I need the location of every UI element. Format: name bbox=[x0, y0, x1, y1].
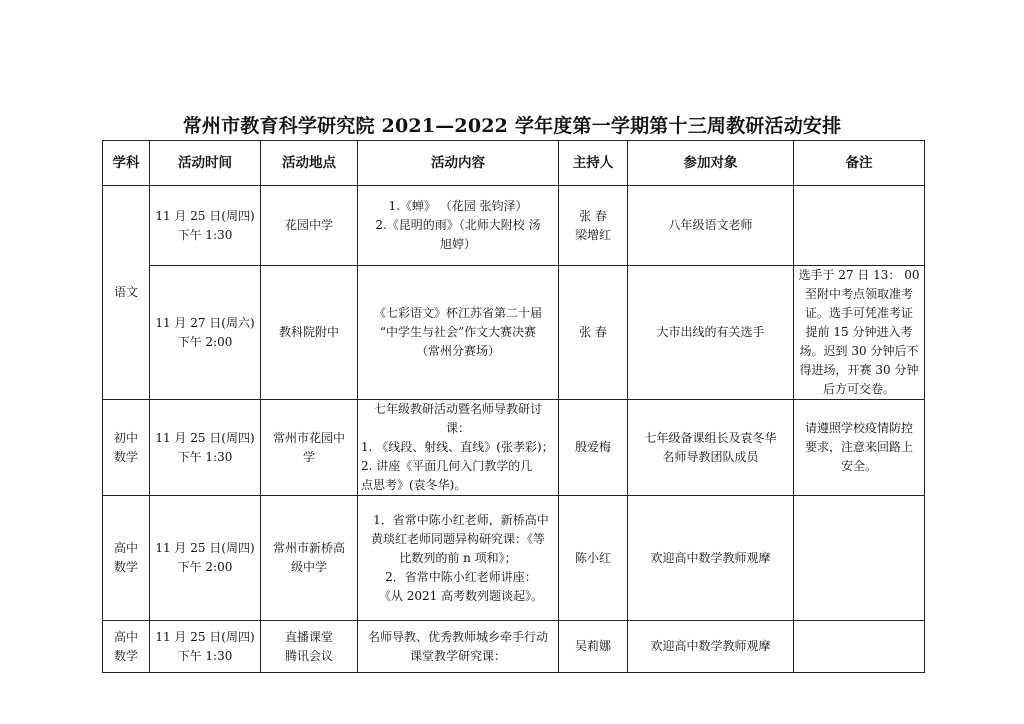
host-name: 张 春 bbox=[579, 325, 607, 339]
content-cell bbox=[358, 496, 559, 621]
time-cell bbox=[150, 496, 261, 621]
header-note: 备注 bbox=[794, 141, 925, 186]
host-name: 吴莉娜 bbox=[574, 639, 611, 653]
table-row bbox=[103, 400, 925, 496]
target-cell bbox=[628, 621, 794, 673]
table-row bbox=[103, 496, 925, 621]
schedule-table bbox=[102, 140, 925, 673]
note-line: 请遵照学校疫情防控 bbox=[804, 421, 913, 435]
subject-text: 高中 bbox=[113, 629, 138, 644]
content-line: 黄琰红老师同题异构研究课：《等 bbox=[370, 531, 545, 546]
place-text: 常州市新桥高 bbox=[272, 541, 345, 555]
place-cell bbox=[261, 266, 358, 400]
table-row bbox=[103, 621, 925, 673]
content-line: 课： bbox=[445, 421, 470, 435]
place-text: 级中学 bbox=[290, 560, 327, 574]
note-line: 要求，注意来回路上 bbox=[804, 440, 913, 454]
note-cell bbox=[794, 186, 925, 266]
target-cell bbox=[628, 496, 794, 621]
content-cell bbox=[358, 266, 559, 400]
note-line: 安全。 bbox=[840, 459, 877, 473]
target-text: 欢迎高中数学教师观摩 bbox=[650, 550, 771, 565]
subject-text: 高中 bbox=[113, 541, 138, 555]
note-line: 后方可交卷。 bbox=[822, 382, 895, 396]
header-place: 活动地点 bbox=[261, 141, 358, 186]
table-row bbox=[103, 266, 925, 400]
content-line: 2．省常中陈小红老师讲座： bbox=[385, 569, 537, 584]
subject-cell bbox=[103, 621, 150, 673]
note-cell bbox=[794, 496, 925, 621]
header-host: 主持人 bbox=[559, 141, 628, 186]
host-cell bbox=[559, 496, 628, 621]
content-line: 1. 《线段、射线、直线》(张孝彩)； bbox=[361, 440, 554, 454]
host-name: 张 春 bbox=[579, 208, 607, 223]
host-cell bbox=[559, 266, 628, 400]
content-line: 名师导教、优秀教师城乡牵手行动 bbox=[367, 629, 548, 644]
place-text: 教科院附中 bbox=[278, 325, 339, 339]
host-name: 殷爱梅 bbox=[574, 440, 611, 454]
table-row bbox=[103, 186, 925, 266]
note-cell bbox=[794, 266, 925, 400]
time-cell bbox=[150, 621, 261, 673]
content-line: 《从 2021 高考数列题谈起》。 bbox=[378, 588, 544, 603]
content-line: 点思考》(袁冬华)。 bbox=[361, 478, 467, 492]
subject-text: 初中 bbox=[113, 430, 138, 445]
time-hour: 下午 1:30 bbox=[177, 648, 233, 663]
content-line: 1．省常中陈小红老师，新桥高中 bbox=[373, 512, 549, 527]
note-line: 得进场，开赛 30 分钟 bbox=[799, 363, 919, 377]
target-text: 欢迎高中数学教师观摩 bbox=[650, 639, 771, 653]
place-text: 花园中学 bbox=[284, 218, 333, 232]
header-time: 活动时间 bbox=[150, 141, 261, 186]
header-row bbox=[103, 141, 925, 186]
content-cell bbox=[358, 186, 559, 266]
content-line: （常州分赛场） bbox=[415, 344, 500, 358]
time-date: 11 月 27 日(周六) bbox=[155, 315, 255, 330]
content-line: “中学生与社会”作文大赛决赛 bbox=[379, 325, 537, 339]
place-text: 直播课堂 bbox=[284, 629, 333, 644]
time-cell bbox=[150, 400, 261, 496]
content-line: 比数列的前 n 项和》； bbox=[399, 550, 517, 565]
target-cell bbox=[628, 266, 794, 400]
place-cell bbox=[261, 621, 358, 673]
time-date: 11 月 25 日(周四) bbox=[155, 208, 255, 223]
place-text: 学 bbox=[302, 449, 315, 464]
subject-text: 数学 bbox=[113, 648, 138, 663]
place-cell bbox=[261, 496, 358, 621]
target-text: 七年级备课组长及袁冬华 bbox=[644, 430, 777, 445]
time-hour: 下午 2:00 bbox=[177, 560, 233, 574]
note-line: 提前 15 分钟进入考 bbox=[805, 325, 913, 339]
subject-cell bbox=[103, 186, 150, 400]
time-hour: 下午 2:00 bbox=[177, 334, 233, 349]
host-cell bbox=[559, 186, 628, 266]
header-content: 活动内容 bbox=[358, 141, 559, 186]
place-cell bbox=[261, 400, 358, 496]
note-line: 场。迟到 30 分钟后不 bbox=[799, 344, 919, 358]
time-date: 11 月 25 日(周四) bbox=[155, 430, 255, 445]
content-line: 旭婷） bbox=[439, 237, 476, 251]
content-line: 七年级教研活动暨名师导教研讨 bbox=[373, 402, 542, 416]
content-line: 2.《昆明的雨》（北师大附校 汤 bbox=[375, 218, 541, 232]
time-date: 11 月 25 日(周四) bbox=[155, 541, 255, 555]
target-text: 大市出线的有关选手 bbox=[656, 325, 765, 339]
header-subject: 学科 bbox=[103, 141, 150, 186]
host-name: 梁增红 bbox=[574, 227, 611, 242]
place-cell bbox=[261, 186, 358, 266]
content-line: 《七彩语文》杯江苏省第二十届 bbox=[373, 306, 542, 320]
target-cell bbox=[628, 186, 794, 266]
time-cell bbox=[150, 266, 261, 400]
host-cell bbox=[559, 621, 628, 673]
target-text: 八年级语文老师 bbox=[668, 218, 753, 232]
document-title: 常州市教育科学研究院 2021—2022 学年度第一学期第十三周教研活动安排 bbox=[182, 115, 842, 137]
target-cell bbox=[628, 400, 794, 496]
note-cell bbox=[794, 621, 925, 673]
subject-text: 数学 bbox=[113, 449, 138, 464]
content-line: 课堂教学研究课： bbox=[409, 648, 506, 663]
note-line: 至附中考点领取准考 bbox=[804, 287, 913, 301]
time-date: 11 月 25 日(周四) bbox=[155, 629, 255, 644]
note-line: 证。选手可凭准考证 bbox=[804, 306, 913, 320]
note-line: 选手于 27 日 13： 00 bbox=[798, 268, 920, 282]
header-target: 参加对象 bbox=[628, 141, 794, 186]
subject-cell bbox=[103, 496, 150, 621]
subject-text: 数学 bbox=[113, 560, 138, 574]
time-hour: 下午 1:30 bbox=[177, 227, 233, 242]
content-line: 1.《蝉》 （花园 张钧泽） bbox=[388, 199, 528, 213]
time-hour: 下午 1:30 bbox=[177, 449, 233, 464]
target-text: 名师导教团队成员 bbox=[662, 449, 759, 464]
place-text: 腾讯会议 bbox=[284, 648, 333, 663]
content-cell bbox=[358, 400, 559, 496]
host-cell bbox=[559, 400, 628, 496]
host-name: 陈小红 bbox=[574, 550, 611, 565]
subject-text: 语文 bbox=[113, 285, 138, 299]
content-cell bbox=[358, 621, 559, 673]
time-cell bbox=[150, 186, 261, 266]
content-line: 2. 讲座《平面几何入门教学的几 bbox=[361, 459, 533, 473]
subject-cell bbox=[103, 400, 150, 496]
note-cell bbox=[794, 400, 925, 496]
place-text: 常州市花园中 bbox=[272, 430, 345, 445]
